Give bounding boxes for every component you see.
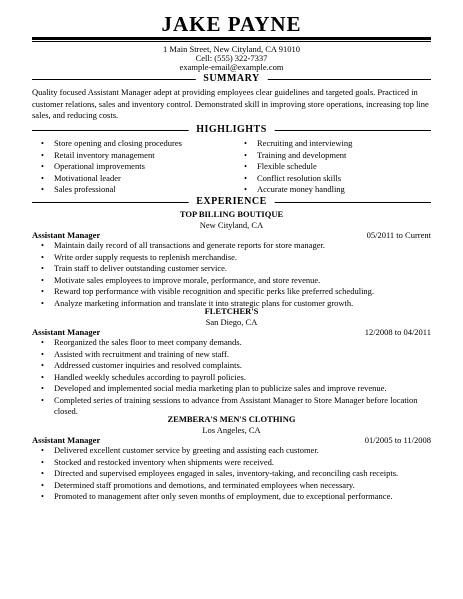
contact-address: 1 Main Street, New Cityland, CA 91010 xyxy=(163,44,300,54)
highlight-item: • Store opening and closing procedures xyxy=(32,138,182,150)
highlight-item: • Accurate money handling xyxy=(235,184,352,196)
company-location: New Cityland, CA xyxy=(199,219,264,230)
header-rule-thin xyxy=(32,41,431,42)
company-location: Los Angeles, CA xyxy=(202,424,261,435)
duty-item: • Maintain daily record of all transactions and generate reports for store manager. xyxy=(32,240,431,252)
experience-heading-label: EXPERIENCE xyxy=(188,196,275,208)
employer-block xyxy=(0,306,463,327)
summary-text: Quality focused Assistant Manager adept at providing employees clear guidelines and targeted goals. Practiced in customer relations, sales and inventory control. Demonstrated skill in improving store operations, increasing top line sales, and reducing costs. xyxy=(32,87,429,120)
header-rule-thick xyxy=(32,37,431,40)
job-dates: 12/2008 to 04/2011 xyxy=(364,327,431,337)
contact-phone: Cell: (555) 322-7337 xyxy=(195,53,268,63)
highlight-item: • Operational improvements xyxy=(32,161,182,173)
job-duties-list xyxy=(32,240,431,309)
highlight-item: • Recruiting and interviewing xyxy=(235,138,352,150)
company-name: TOP BILLING BOUTIQUE xyxy=(179,209,284,219)
employer-block xyxy=(0,209,463,230)
job-duties-list xyxy=(32,445,431,503)
job-title: Assistant Manager xyxy=(32,230,101,240)
duty-item: • Addressed customer inquiries and resolved complaints. xyxy=(32,360,431,372)
highlight-item: • Flexible schedule xyxy=(235,161,352,173)
duty-item: • Handled weekly schedules according to payroll policies. xyxy=(32,372,431,384)
job-dates: 05/2011 to Current xyxy=(366,230,431,240)
highlights-right-list xyxy=(235,138,352,196)
job-duties-list xyxy=(32,337,431,418)
duty-item: • Directed and supervised employees engaged in sales, inventory-taking, and reconciling cash receipts. xyxy=(32,468,431,480)
company-name: FLETCHER'S xyxy=(204,306,259,316)
highlight-item: • Retail inventory management xyxy=(32,150,182,162)
company-name: ZEMBERA'S MEN'S CLOTHING xyxy=(167,414,296,424)
duty-item: • Completed series of training sessions to advance from Assistant Manager to Store Manager before location closed. xyxy=(32,395,431,418)
duty-item: • Write order supply requests to replenish merchandise. xyxy=(32,252,431,264)
highlight-item: • Sales professional xyxy=(32,184,182,196)
highlight-item: • Motivational leader xyxy=(32,173,182,185)
summary-heading-label: SUMMARY xyxy=(195,73,267,85)
highlight-item: • Conflict resolution skills xyxy=(235,173,352,185)
highlights-heading-label: HIGHLIGHTS xyxy=(188,124,275,136)
duty-item: • Developed and implemented social media marketing plan to publicize sales and improve revenue. xyxy=(32,383,431,395)
duty-item: • Motivate sales employees to improve morale, performance, and store revenue. xyxy=(32,275,431,287)
experience-heading xyxy=(32,196,431,208)
duty-item: • Analyze marketing information and translate it into strategic plans for customer growth. xyxy=(32,298,431,310)
summary-heading xyxy=(32,73,431,85)
duty-item: • Promoted to management after only seven months of employment, due to exceptional performance. xyxy=(32,491,431,503)
duty-item: • Train staff to deliver outstanding customer service. xyxy=(32,263,431,275)
duty-item: • Determined staff promotions and demotions, and terminated employees when necessary. xyxy=(32,480,431,492)
duty-item: • Reward top performance with visible recognition and specific perks like preferred scheduling. xyxy=(32,286,431,298)
contact-email: example-email@example.com xyxy=(179,62,284,72)
job-title: Assistant Manager xyxy=(32,435,101,445)
duty-item: • Stocked and restocked inventory when shipments were received. xyxy=(32,457,431,469)
duty-item: • Reorganized the sales floor to meet company demands. xyxy=(32,337,431,349)
duty-item: • Delivered excellent customer service by greeting and assisting each customer. xyxy=(32,445,431,457)
highlights-heading xyxy=(32,124,431,136)
highlights-left-list xyxy=(32,138,182,196)
candidate-name: JAKE PAYNE xyxy=(161,12,302,36)
highlight-item: • Training and development xyxy=(235,150,352,162)
duty-item: • Assisted with recruitment and training of new staff. xyxy=(32,349,431,361)
employer-block xyxy=(0,414,463,435)
job-dates: 01/2005 to 11/2008 xyxy=(364,435,431,445)
company-location: San Diego, CA xyxy=(205,316,258,327)
job-title: Assistant Manager xyxy=(32,327,101,337)
